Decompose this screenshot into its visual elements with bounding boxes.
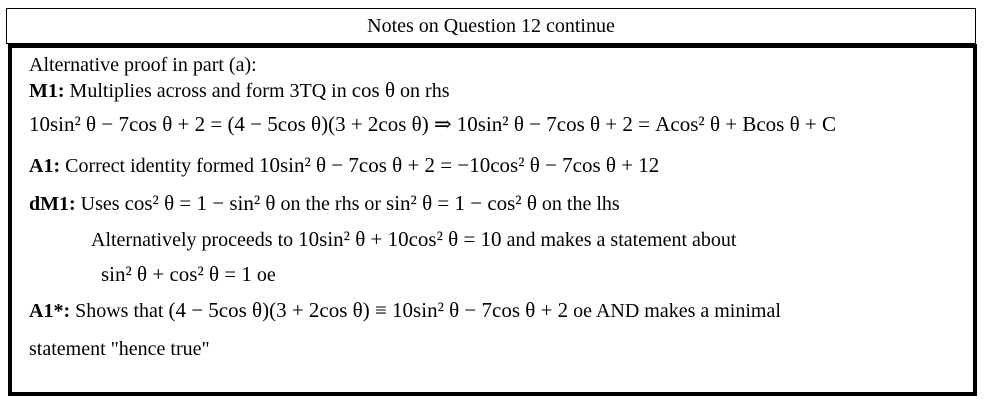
dm1-math-1: cos² θ = 1 − sin² θ — [124, 191, 276, 215]
note-line-equation — [29, 112, 836, 137]
a1-text: Correct identity formed — [60, 155, 259, 177]
note-line-alternative — [91, 227, 736, 252]
a1-math: 10sin² θ − 7cos θ + 2 = −10cos² θ − 7cos θ + 12 — [258, 153, 660, 177]
intro-text: Alternative proof in part (a): — [29, 54, 257, 76]
m1-text: Multiplies across and form 3TQ in — [64, 80, 352, 102]
alt-text-2: and makes a statement about — [501, 229, 737, 251]
note-line-identity — [101, 262, 276, 287]
notes-box — [8, 44, 977, 396]
mark-label-a1: A1: — [29, 155, 61, 177]
m1-text-end: on rhs — [395, 80, 450, 102]
a1-star-text-2: oe AND makes a minimal — [568, 300, 781, 322]
page-title: Notes on Question 12 continue — [367, 15, 615, 37]
note-line-a1-star — [29, 298, 781, 323]
dm1-text-2: on the rhs or — [275, 193, 387, 215]
alt-math: 10sin² θ + 10cos² θ = 10 — [298, 227, 502, 251]
note-line-a1 — [29, 153, 659, 178]
a1-star-text: Shows that — [70, 300, 169, 322]
dm1-text-3: on the lhs — [536, 193, 620, 215]
equation-math: 10sin² θ − 7cos θ + 2 = (4 − 5cos θ)(3 + 2cos θ) ⇒ 10sin² θ − 7cos θ + 2 = Acos² θ + Bcos θ + C — [29, 112, 837, 136]
dm1-text: Uses — [75, 193, 125, 215]
identity-text: oe — [251, 264, 276, 286]
statement-text: statement "hence true" — [29, 338, 210, 360]
m1-math: cos θ — [351, 78, 396, 102]
note-line-intro — [29, 54, 257, 77]
note-line-statement — [29, 338, 210, 361]
mark-label-m1: M1: — [29, 80, 65, 102]
dm1-math-2: sin² θ = 1 − cos² θ — [386, 191, 537, 215]
note-line-dm1 — [29, 191, 620, 216]
mark-label-a1-star: A1*: — [29, 300, 71, 322]
alt-text: Alternatively proceeds to — [91, 229, 299, 251]
header-box — [6, 8, 976, 44]
identity-math: sin² θ + cos² θ = 1 — [101, 262, 252, 286]
note-line-m1 — [29, 78, 450, 103]
mark-label-dm1: dM1: — [29, 193, 76, 215]
a1-star-math: (4 − 5cos θ)(3 + 2cos θ) ≡ 10sin² θ − 7cos θ + 2 — [168, 298, 569, 322]
